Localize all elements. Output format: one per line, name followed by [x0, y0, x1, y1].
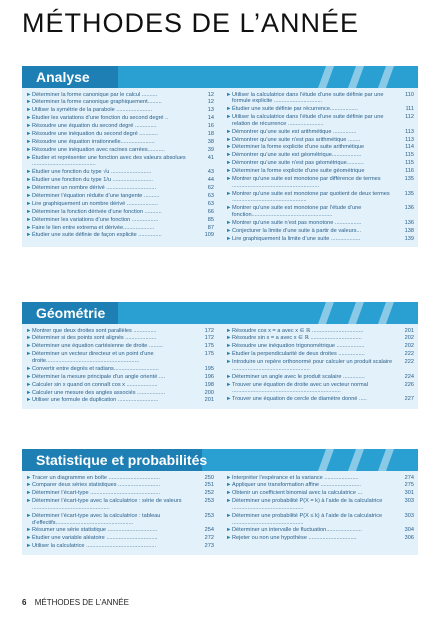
bullet-arrow-icon: ► [226, 114, 232, 121]
right-column [226, 327, 414, 405]
toc-entry[interactable] [26, 381, 214, 389]
decorative-stripe [348, 302, 364, 324]
toc-entry-page: 252 [204, 490, 214, 497]
decorative-stripe [318, 449, 334, 471]
bullet-arrow-icon: ► [226, 535, 232, 542]
toc-entry-page: 62 [207, 185, 214, 192]
toc-entry[interactable] [26, 91, 214, 99]
toc-entry-label: Montrer que deux droites sont parallèles ............... [32, 327, 157, 334]
bullet-arrow-icon: ► [226, 359, 232, 366]
bullet-arrow-icon: ► [26, 373, 32, 380]
toc-entry[interactable] [226, 144, 414, 152]
toc-entry[interactable] [26, 185, 214, 193]
bullet-arrow-icon: ► [26, 527, 32, 534]
toc-entry-page: 226 [404, 381, 414, 388]
toc-entry-page: 202 [404, 335, 414, 342]
bullet-arrow-icon: ► [26, 146, 32, 153]
toc-entry[interactable] [26, 474, 214, 482]
toc-entry-page: 250 [204, 474, 214, 481]
toc-entry-page: 18 [207, 131, 214, 138]
toc-entry-label: Démontrer qu’une suite n’est pas géométrique........... [232, 160, 364, 167]
toc-entry[interactable] [26, 200, 214, 208]
toc-entry[interactable] [26, 397, 214, 405]
toc-entry-page: 66 [207, 208, 214, 215]
section-title: Statistique et probabilités [36, 452, 208, 468]
toc-entry-page: 198 [204, 381, 214, 388]
bullet-arrow-icon: ► [26, 99, 32, 106]
toc-entry[interactable] [226, 351, 414, 359]
toc-entry-page: 16 [207, 123, 214, 130]
bullet-arrow-icon: ► [26, 208, 32, 215]
toc-entry-label: Déterminer une équation cartésienne de droite ......... [32, 343, 163, 350]
bullet-arrow-icon: ► [226, 176, 232, 183]
decorative-stripe [348, 66, 364, 88]
toc-entry[interactable] [226, 175, 414, 190]
bullet-arrow-icon: ► [26, 327, 32, 334]
toc-entry[interactable] [26, 138, 214, 146]
bullet-arrow-icon: ► [26, 474, 32, 481]
bullet-arrow-icon: ► [26, 498, 32, 505]
toc-entry-page: 274 [404, 474, 414, 481]
toc-entry-label: Déterminer l’écart-type avec la calculatrice : série de valeurs .................................................. [32, 498, 182, 511]
toc-entry-page: 273 [204, 543, 214, 550]
decorative-stripe [378, 66, 394, 88]
bullet-arrow-icon: ► [226, 490, 232, 497]
toc-entry[interactable] [26, 130, 214, 138]
toc-entry-label: Comparer deux séries statistiques ........................... [32, 482, 161, 489]
bullet-arrow-icon: ► [26, 512, 32, 519]
toc-entry[interactable] [226, 498, 414, 513]
toc-entry-label: Tracer un diagramme en boîte ................................. [32, 474, 160, 481]
toc-entry-page: 139 [404, 235, 414, 242]
toc-entry-label: Déterminer l’équation réduite d’une tangente .......... [32, 192, 160, 199]
toc-entry-label: Étudier une variable aléatoire ................................. [32, 535, 158, 542]
bullet-arrow-icon: ► [26, 389, 32, 396]
toc-entry-page: 12 [207, 91, 214, 98]
toc-entry-label: Faire le lien entre extrema et dérivée.................... [32, 224, 155, 231]
section-header [22, 66, 418, 88]
left-column [26, 327, 214, 405]
toc-entry[interactable] [226, 474, 414, 482]
decorative-stripe [378, 302, 394, 324]
left-column [26, 474, 214, 551]
toc-entry-page: 12 [207, 99, 214, 106]
bullet-arrow-icon: ► [226, 152, 232, 159]
bullet-arrow-icon: ► [26, 343, 32, 350]
decorative-stripe [318, 302, 334, 324]
toc-entry[interactable] [226, 482, 414, 490]
toc-entry[interactable] [26, 343, 214, 351]
toc-entry-page: 13 [207, 107, 214, 114]
toc-entry-page: 112 [405, 114, 414, 121]
bullet-arrow-icon: ► [26, 381, 32, 388]
toc-entry[interactable] [226, 373, 414, 381]
bullet-arrow-icon: ► [26, 543, 32, 550]
toc-entry[interactable] [26, 527, 214, 535]
toc-entry-page: 172 [204, 327, 214, 334]
toc-entry-label: Conjecturer la limite d’une suite à partir de valeurs... [232, 227, 362, 234]
toc-entry-page: 38 [207, 138, 214, 145]
toc-entry-page: 253 [204, 512, 214, 519]
toc-entry-page: 135 [404, 190, 414, 197]
toc-entry[interactable] [226, 91, 414, 106]
bullet-arrow-icon: ► [26, 169, 32, 176]
bullet-arrow-icon: ► [26, 397, 32, 404]
toc-entry[interactable] [26, 169, 214, 177]
bullet-arrow-icon: ► [26, 154, 32, 161]
toc-entry-label: Résoudre une équation irrationnelle...................... [32, 138, 155, 145]
decorative-stripe [378, 449, 394, 471]
toc-entry[interactable] [26, 146, 214, 154]
toc-entry-label: Déterminer les variations d’une fonction ................. [32, 216, 159, 223]
toc-entry[interactable] [226, 527, 414, 535]
toc-entry-label: Étudier la perpendicularité de deux droites ................. [232, 351, 365, 358]
toc-entry-page: 135 [404, 176, 414, 183]
toc-entry-label: Résoudre sin x = a avec x ∈ ℝ ................................. [232, 335, 362, 342]
toc-entry-label: Lire graphiquement la limite d’une suite ................... [232, 235, 361, 242]
toc-entry-page: 109 [204, 232, 214, 239]
toc-entry-page: 87 [207, 224, 214, 231]
section-body [22, 88, 418, 247]
toc-entry-page: 175 [204, 343, 214, 350]
toc-entry-label: Interpréter l’espérance et la variance ...................... [232, 474, 359, 481]
page-footer [22, 598, 129, 607]
toc-entry-page: 306 [404, 535, 414, 542]
toc-entry[interactable] [226, 190, 414, 205]
toc-entry[interactable] [226, 219, 414, 227]
toc-entry[interactable] [226, 343, 414, 351]
bullet-arrow-icon: ► [26, 91, 32, 98]
toc-entry-label: Résoudre cos x = a avec x ∈ ℝ ................................. [232, 327, 364, 334]
bullet-arrow-icon: ► [26, 123, 32, 130]
toc-entry-page: 41 [207, 154, 214, 161]
bullet-arrow-icon: ► [226, 106, 232, 113]
toc-entry[interactable] [26, 335, 214, 343]
toc-entry[interactable] [226, 396, 414, 404]
toc-entry-label: Utiliser la calculatrice ............................................. [32, 543, 157, 550]
toc-entry-page: 254 [204, 527, 214, 534]
toc-entry-label: Déterminer la forme canonique par le calcul .......... [32, 91, 158, 98]
bullet-arrow-icon: ► [226, 381, 232, 388]
toc-entry-page: 63 [207, 200, 214, 207]
toc-entry[interactable] [226, 106, 414, 114]
bullet-arrow-icon: ► [226, 227, 232, 234]
bullet-arrow-icon: ► [26, 365, 32, 372]
section-geometrie [22, 302, 418, 409]
toc-entry[interactable] [26, 351, 214, 366]
toc-entry-page: 113 [405, 136, 414, 143]
bullet-arrow-icon: ► [26, 232, 32, 239]
toc-entry-label: Étudier et représenter une fonction avec des valeurs absolues ......................................... [32, 154, 186, 168]
toc-entry[interactable] [226, 113, 414, 128]
toc-entry[interactable] [26, 498, 214, 513]
bullet-arrow-icon: ► [226, 351, 232, 358]
toc-entry[interactable] [226, 227, 414, 235]
toc-entry-label: Montrer qu’une suite est monotone par quotient de deux termes ................................................ [232, 190, 390, 204]
page-title: MÉTHODES DE L’ANNÉE [22, 8, 360, 38]
toc-entry[interactable] [26, 99, 214, 107]
toc-entry[interactable] [26, 365, 214, 373]
toc-entry-label: Lire graphiquement un nombre dérivé .................... [32, 200, 158, 207]
toc-entry[interactable] [26, 177, 214, 185]
bullet-arrow-icon: ► [26, 177, 32, 184]
toc-entry-label: Montrer qu’une suite est monotone par l’étude d’une fonction.................................................... [232, 205, 362, 218]
toc-entry-label: Résoudre une inéquation trigonométrique .................. [232, 343, 365, 350]
bullet-arrow-icon: ► [26, 131, 32, 138]
section-statistique [22, 449, 418, 555]
toc-entry-page: 227 [404, 396, 414, 403]
bullet-arrow-icon: ► [226, 235, 232, 242]
toc-entry-page: 114 [405, 144, 414, 151]
bullet-arrow-icon: ► [226, 205, 232, 212]
toc-entry-label: Déterminer l’écart-type ............................................. [32, 490, 161, 497]
section-body [22, 324, 418, 409]
toc-entry-page: 136 [404, 219, 414, 226]
toc-entry[interactable] [226, 152, 414, 160]
bullet-arrow-icon: ► [226, 160, 232, 167]
toc-entry-label: Déterminer une probabilité P(X = k) à l’aide de la calculatrice .............................................. [232, 498, 383, 511]
decorative-stripe [318, 66, 334, 88]
bullet-arrow-icon: ► [226, 373, 232, 380]
toc-entry[interactable] [26, 216, 214, 224]
right-column [226, 474, 414, 551]
bullet-arrow-icon: ► [26, 185, 32, 192]
toc-entry-label: Appliquer une transformation affine .......................... [232, 482, 361, 489]
toc-entry-label: Déterminer un vecteur directeur et un point d’une droite............................................................ [32, 351, 154, 364]
toc-entry-label: Montrer qu’une suite est monotone par différence de termes ........................................................ [232, 176, 381, 189]
toc-entry-label: Démontrer qu’une suite n’est pas arithmétique ........ [232, 136, 361, 143]
toc-entry[interactable] [226, 327, 414, 335]
toc-entry-label: Utiliser la calculatrice dans l’étude d’une suite définie par une formule explicite ............................... [232, 91, 384, 105]
toc-entry-page: 85 [207, 216, 214, 223]
left-column [26, 91, 214, 243]
bullet-arrow-icon: ► [226, 91, 232, 98]
toc-entry[interactable] [26, 389, 214, 397]
toc-entry-page: 111 [405, 106, 414, 113]
toc-entry-page: 201 [204, 397, 214, 404]
toc-entry-page: 251 [204, 482, 214, 489]
decorative-stripe [348, 449, 364, 471]
toc-entry-page: 224 [404, 373, 414, 380]
toc-entry-label: Déterminer un nombre dérivé ................................ [32, 185, 157, 192]
toc-entry-label: Déterminer la forme explicite d’une suite arithmétique [232, 144, 365, 151]
bullet-arrow-icon: ► [26, 115, 32, 122]
toc-entry-page: 115 [405, 152, 414, 159]
toc-entry-label: Calculer une mesure des angles associés .................. [32, 389, 166, 396]
toc-entry[interactable] [226, 381, 414, 396]
toc-entry-page: 44 [207, 177, 214, 184]
section-analyse [22, 66, 418, 247]
toc-entry-page: 175 [204, 351, 214, 358]
toc-entry-page: 222 [404, 359, 414, 366]
bullet-arrow-icon: ► [226, 190, 232, 197]
bullet-arrow-icon: ► [226, 527, 232, 534]
bullet-arrow-icon: ► [26, 216, 32, 223]
toc-entry-page: 138 [404, 227, 414, 234]
toc-entry[interactable] [26, 115, 214, 123]
toc-entry[interactable] [26, 154, 214, 169]
bullet-arrow-icon: ► [26, 490, 32, 497]
toc-entry-label: Déterminer la forme explicite d’une suite géométrique [232, 168, 365, 175]
toc-entry-label: Déterminer la mesure principale d’un angle orienté .... [32, 373, 166, 380]
toc-entry-page: 202 [404, 343, 414, 350]
section-title: Analyse [36, 69, 90, 85]
toc-entry[interactable] [226, 128, 414, 136]
toc-entry-label: Trouver une équation de droite avec un vecteur normal ...................................................................... [232, 381, 368, 395]
toc-entry[interactable] [26, 224, 214, 232]
bullet-arrow-icon: ► [226, 128, 232, 135]
toc-entry-page: 304 [404, 527, 414, 534]
bullet-arrow-icon: ► [26, 200, 32, 207]
bullet-arrow-icon: ► [226, 327, 232, 334]
toc-entry-page: 113 [405, 128, 414, 135]
toc-entry-label: Résumer une série statistique ................................ [32, 527, 158, 534]
toc-entry-label: Étudier une fonction du type 1/u .......................... [32, 177, 153, 184]
toc-entry[interactable] [26, 327, 214, 335]
toc-entry-label: Trouver une équation de cercle de diamètre donné ..... [232, 396, 367, 403]
bullet-arrow-icon: ► [226, 343, 232, 350]
toc-entry[interactable] [226, 335, 414, 343]
section-title: Géométrie [36, 305, 106, 321]
bullet-arrow-icon: ► [226, 136, 232, 143]
bullet-arrow-icon: ► [226, 498, 232, 505]
toc-entry-label: Étudier les variations d’une fonction du second degré .. [32, 115, 169, 122]
toc-entry-label: Déterminer la fonction dérivée d’une fonction ........... [32, 208, 162, 215]
toc-entry[interactable] [26, 208, 214, 216]
toc-entry-label: Étudier une fonction du type √u .......................... [32, 169, 152, 176]
toc-entry[interactable] [26, 107, 214, 115]
toc-entry[interactable] [226, 160, 414, 168]
toc-entry[interactable] [26, 512, 214, 527]
section-header [22, 302, 418, 324]
toc-entry-page: 196 [204, 373, 214, 380]
toc-entry[interactable] [226, 235, 414, 243]
bullet-arrow-icon: ► [26, 138, 32, 145]
toc-entry-label: Résoudre une équation du second degré .............. [32, 123, 157, 130]
toc-entry-label: Déterminer l’écart-type avec la calculatrice : tableau d’effectifs.................................................. [32, 512, 161, 526]
toc-entry-label: Démontrer qu’une suite est géométrique................... [232, 152, 362, 159]
page-number: 6 [22, 598, 27, 607]
toc-entry[interactable] [226, 359, 414, 374]
toc-entry-page: 272 [204, 535, 214, 542]
bullet-arrow-icon: ► [26, 335, 32, 342]
toc-entry-label: Montrer qu’une suite n’est pas monotone ................. [232, 219, 362, 226]
toc-entry-page: 115 [405, 160, 414, 167]
bullet-arrow-icon: ► [226, 219, 232, 226]
bullet-arrow-icon: ► [26, 351, 32, 358]
footer-label: MÉTHODES DE L’ANNÉE [34, 598, 129, 607]
toc-entry-label: Déterminer si des points sont alignés .................... [32, 335, 157, 342]
toc-entry-label: Étudier une suite définie de façon explicite ............... [32, 232, 162, 239]
toc-entry-page: 301 [404, 490, 414, 497]
toc-entry[interactable] [226, 535, 414, 543]
toc-entry-label: Démontrer qu’une suite est arithmétique ............... [232, 128, 357, 135]
toc-entry-label: Obtenir un coefficient binomial avec la calculatrice ... [232, 490, 363, 497]
bullet-arrow-icon: ► [26, 482, 32, 489]
toc-entry-label: Déterminer une probabilité P(X ≤ k) à l’aide de la calculatrice .............................................. [232, 512, 383, 526]
toc-entry[interactable] [26, 123, 214, 131]
toc-entry[interactable] [26, 535, 214, 543]
section-header [22, 449, 418, 471]
toc-entry[interactable] [26, 490, 214, 498]
bullet-arrow-icon: ► [26, 192, 32, 199]
toc-entry-page: 14 [207, 115, 214, 122]
bullet-arrow-icon: ► [26, 535, 32, 542]
right-column [226, 91, 414, 243]
toc-entry-page: 222 [404, 351, 414, 358]
toc-entry-page: 43 [207, 169, 214, 176]
toc-entry-label: Déterminer la forme canonique graphiquement......... [32, 99, 162, 106]
toc-entry[interactable] [226, 490, 414, 498]
toc-entry-label: Étudier une suite définie par récurrence.................. [232, 106, 358, 113]
toc-entry[interactable] [226, 136, 414, 144]
toc-entry-page: 200 [204, 389, 214, 396]
toc-entry-label: Rejeter ou non une hypothèse ............................... [232, 535, 357, 542]
bullet-arrow-icon: ► [226, 482, 232, 489]
toc-entry-label: Déterminer un angle avec le produit scalaire .............. [232, 373, 365, 380]
toc-entry-page: 110 [405, 91, 414, 98]
toc-entry[interactable] [26, 373, 214, 381]
toc-entry-page: 116 [405, 168, 414, 175]
toc-entry[interactable] [26, 192, 214, 200]
toc-entry-page: 253 [204, 498, 214, 505]
toc-entry-page: 303 [404, 498, 414, 505]
toc-entry-page: 39 [207, 146, 214, 153]
bullet-arrow-icon: ► [226, 144, 232, 151]
bullet-arrow-icon: ► [226, 335, 232, 342]
toc-entry-page: 201 [404, 327, 414, 334]
toc-entry[interactable] [226, 168, 414, 176]
bullet-arrow-icon: ► [226, 168, 232, 175]
bullet-arrow-icon: ► [226, 512, 232, 519]
toc-entry-page: 303 [404, 512, 414, 519]
toc-entry-label: Convertir entre degrés et radians............................. [32, 365, 159, 372]
toc-entry-page: 195 [204, 365, 214, 372]
toc-entry-label: Calculer sin x quand on connaît cos x .................... [32, 381, 158, 388]
toc-entry-page: 172 [204, 335, 214, 342]
toc-entry[interactable] [226, 205, 414, 220]
toc-entry-label: Résoudre une inéquation du second degré ............ [32, 131, 158, 138]
toc-entry[interactable] [26, 232, 214, 240]
toc-entry[interactable] [26, 482, 214, 490]
bullet-arrow-icon: ► [226, 474, 232, 481]
toc-entry-page: 275 [404, 482, 414, 489]
toc-entry-label: Résoudre une inéquation avec racines carrées........... [32, 146, 165, 153]
toc-entry-page: 136 [404, 205, 414, 212]
toc-entry[interactable] [226, 512, 414, 527]
section-body [22, 471, 418, 555]
toc-entry-label: Introduire un repère orthonormé pour calculer un produit scalaire .................................................. [232, 359, 393, 372]
toc-entry-page: 63 [207, 192, 214, 199]
toc-entry-label: Utiliser la symétrie de la parabole ....................... [32, 107, 152, 114]
bullet-arrow-icon: ► [26, 107, 32, 114]
toc-entry-label: Déterminer un intervalle de fluctuation....................... [232, 527, 362, 534]
bullet-arrow-icon: ► [226, 396, 232, 403]
bullet-arrow-icon: ► [26, 224, 32, 231]
toc-entry-label: Utiliser une formule de duplication .......................... [32, 397, 159, 404]
toc-entry[interactable] [26, 543, 214, 551]
toc-entry-label: Utiliser la calculatrice dans l’étude d’une suite définie par une relation de récurrence ....................... [232, 114, 384, 127]
